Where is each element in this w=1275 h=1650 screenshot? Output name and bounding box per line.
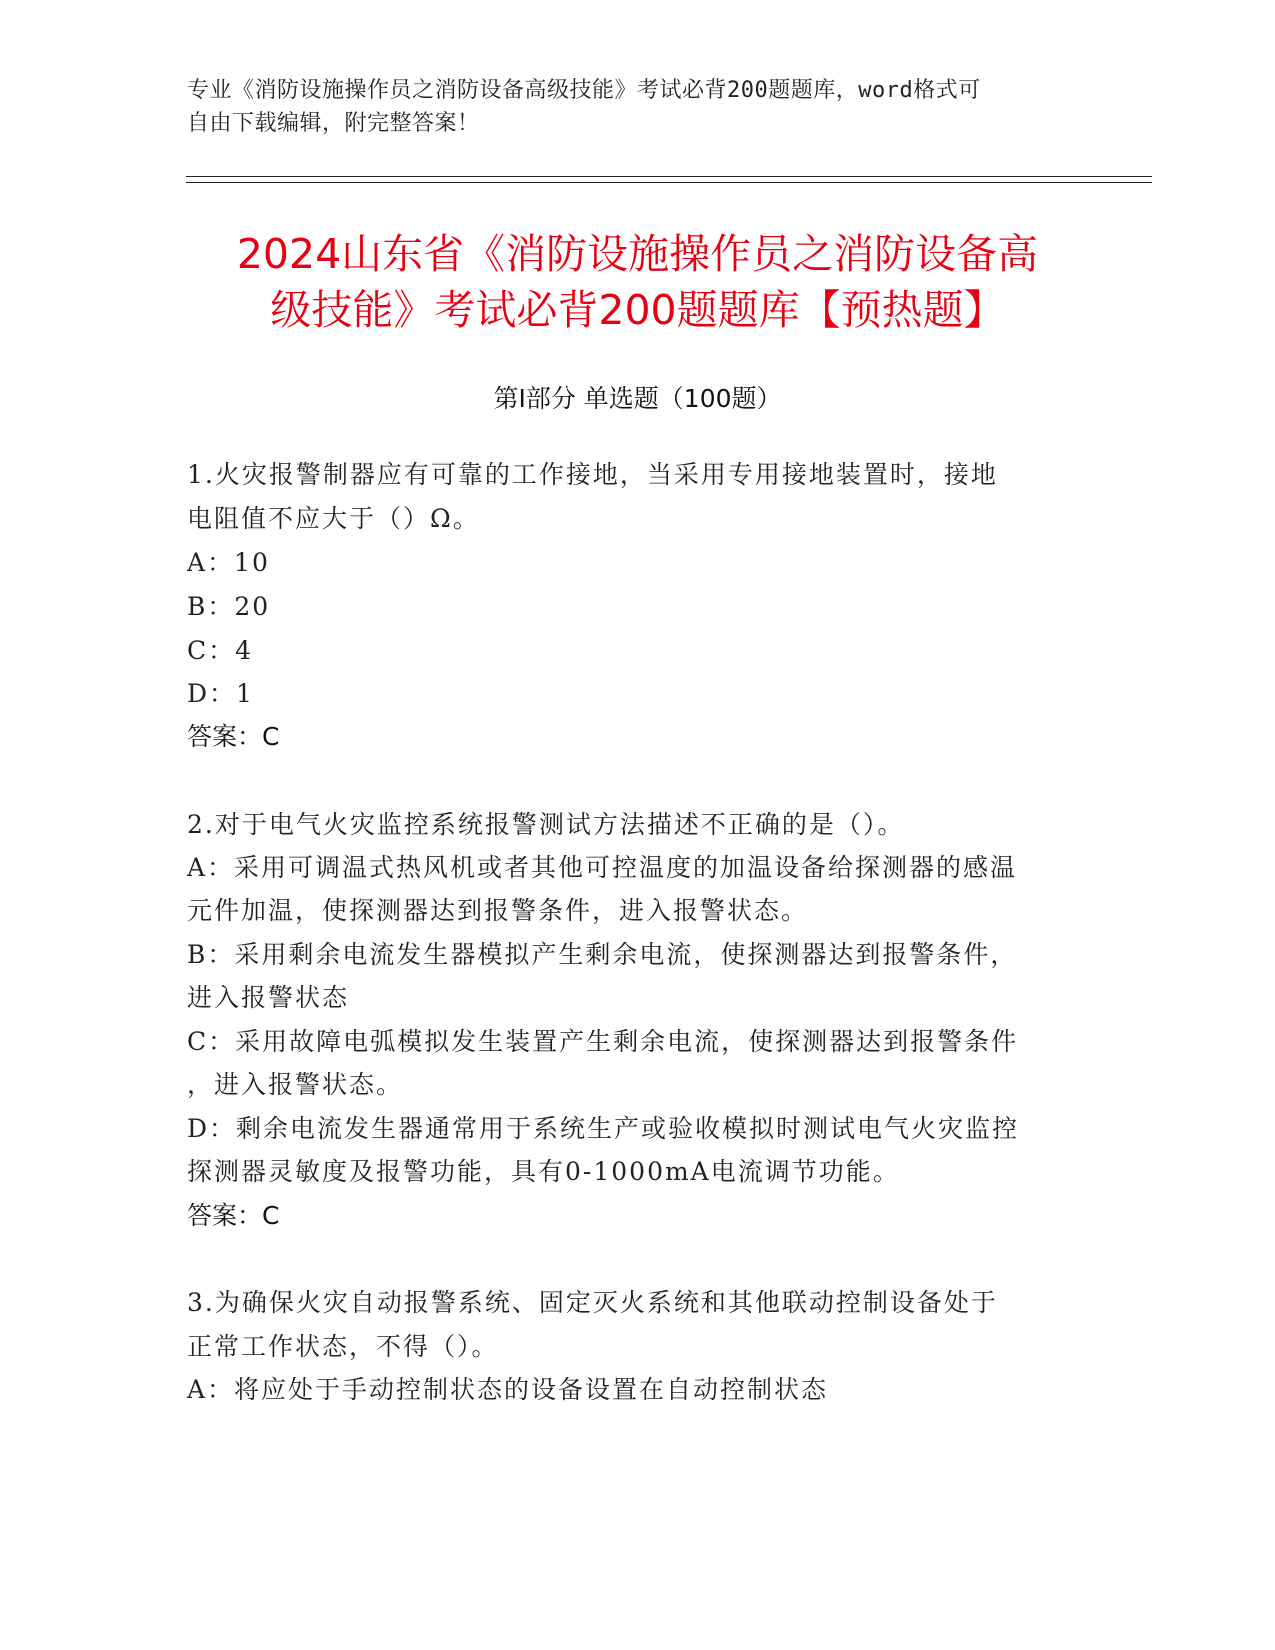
q1-stem-line1: 1.火灾报警制器应有可靠的工作接地，当采用专用接地装置时，接地 xyxy=(187,460,998,489)
q2-option-a-line2: 元件加温，使探测器达到报警条件，进入报警状态。 xyxy=(187,896,809,925)
q1-option-c: C：4 xyxy=(187,636,254,665)
q1-answer: 答案：C xyxy=(187,722,280,751)
q2-option-a-line1: A：采用可调温式热风机或者其他可控温度的加温设备给探测器的感温 xyxy=(187,853,1018,882)
q1-option-b: B：20 xyxy=(187,592,271,621)
header-divider-top xyxy=(186,176,1152,177)
q1-option-d: D：1 xyxy=(187,679,254,708)
q3-stem-line2: 正常工作状态，不得（）。 xyxy=(187,1332,499,1361)
document-title xyxy=(150,226,1125,338)
q2-answer: 答案：C xyxy=(187,1201,280,1230)
q2-option-d-line1: D：剩余电流发生器通常用于系统生产或验收模拟时测试电气火灾监控 xyxy=(187,1114,1020,1143)
q2-option-d-line2: 探测器灵敏度及报警功能，具有0-1000mA电流调节功能。 xyxy=(187,1157,900,1186)
header-note xyxy=(187,74,1067,140)
q1-stem-line2: 电阻值不应大于（）Ω。 xyxy=(187,504,480,533)
header-divider-bottom xyxy=(186,182,1152,183)
header-note-line2: 自由下载编辑，附完整答案！ xyxy=(187,111,480,136)
q2-option-c-line1: C：采用故障电弧模拟发生装置产生剩余电流，使探测器达到报警条件 xyxy=(187,1027,1019,1056)
q1-option-a: A：10 xyxy=(187,548,270,577)
q2-stem-line1: 2.对于电气火灾监控系统报警测试方法描述不正确的是（）。 xyxy=(187,810,905,839)
document-title-line2: 级技能》考试必背200题题库【预热题】 xyxy=(270,286,1005,334)
document-title-line1: 2024山东省《消防设施操作员之消防设备高 xyxy=(236,230,1039,278)
q2-option-b-line1: B：采用剩余电流发生器模拟产生剩余电流，使探测器达到报警条件， xyxy=(187,940,1018,969)
header-note-line1: 专业《消防设施操作员之消防设备高级技能》考试必背200题题库，word格式可 xyxy=(187,78,981,103)
q2-option-c-line2: ，进入报警状态。 xyxy=(187,1070,404,1099)
q3-stem-line1: 3.为确保火灾自动报警系统、固定灭火系统和其他联动控制设备处于 xyxy=(187,1288,998,1317)
section-title: 第I部分 单选题（100题） xyxy=(493,384,782,413)
q2-option-b-line2: 进入报警状态 xyxy=(187,983,350,1012)
q3-option-a: A：将应处于手动控制状态的设备设置在自动控制状态 xyxy=(187,1375,829,1404)
